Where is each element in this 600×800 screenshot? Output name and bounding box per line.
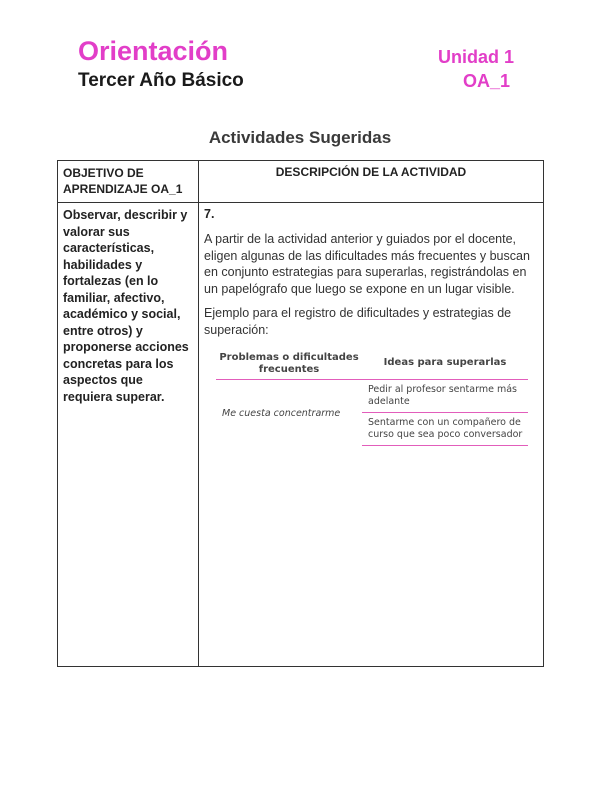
section-title: Actividades Sugeridas <box>208 128 392 147</box>
objective-column-header: OBJETIVO DE APRENDIZAJE OA_1 <box>58 161 199 203</box>
oa-label: OA_1 <box>462 71 510 91</box>
table-header-row <box>58 161 544 203</box>
activity-paragraph: A partir de la actividad anterior y guiados por el docente, eligen algunas de las dificultades más frecuentes y buscan en conjunto estrategias para superarlas, registrándolas en un papelógrafo que luego se expone en un lugar visible. <box>204 232 530 296</box>
activities-table <box>57 160 544 667</box>
grade-subtitle: Tercer Año Básico <box>78 70 244 91</box>
ideas-list <box>362 380 528 446</box>
example-table <box>216 352 528 446</box>
example-intro: Ejemplo para el registro de dificultades y estrategias de superación: <box>204 306 512 337</box>
problems-column-header: Problemas o dificultades frecuentes <box>219 352 359 375</box>
page-header <box>78 36 518 96</box>
idea-item: Pedir al profesor sentarme más adelante <box>362 380 528 413</box>
activity-number: 7. <box>204 207 215 221</box>
objective-text: Observar, describir y valorar sus características, habilidades y fortalezas (en lo familiar, afectivo, académico y social, entre otros) y proponerse acciones concretas para los aspectos que requiera superar. <box>58 203 199 667</box>
table-row <box>58 203 544 667</box>
unit-label: Unidad 1 <box>437 47 514 67</box>
example-body <box>216 380 528 446</box>
example-header-row <box>216 352 528 380</box>
idea-item: Sentarme con un compañero de curso que sea poco conversador <box>362 413 528 446</box>
activity-description-cell <box>199 203 544 667</box>
description-column-header: DESCRIPCIÓN DE LA ACTIVIDAD <box>199 161 544 203</box>
subject-title: Orientación <box>78 36 229 66</box>
ideas-column-header: Ideas para superarlas <box>383 357 507 368</box>
problem-text: Me cuesta concentrarme <box>222 407 341 419</box>
